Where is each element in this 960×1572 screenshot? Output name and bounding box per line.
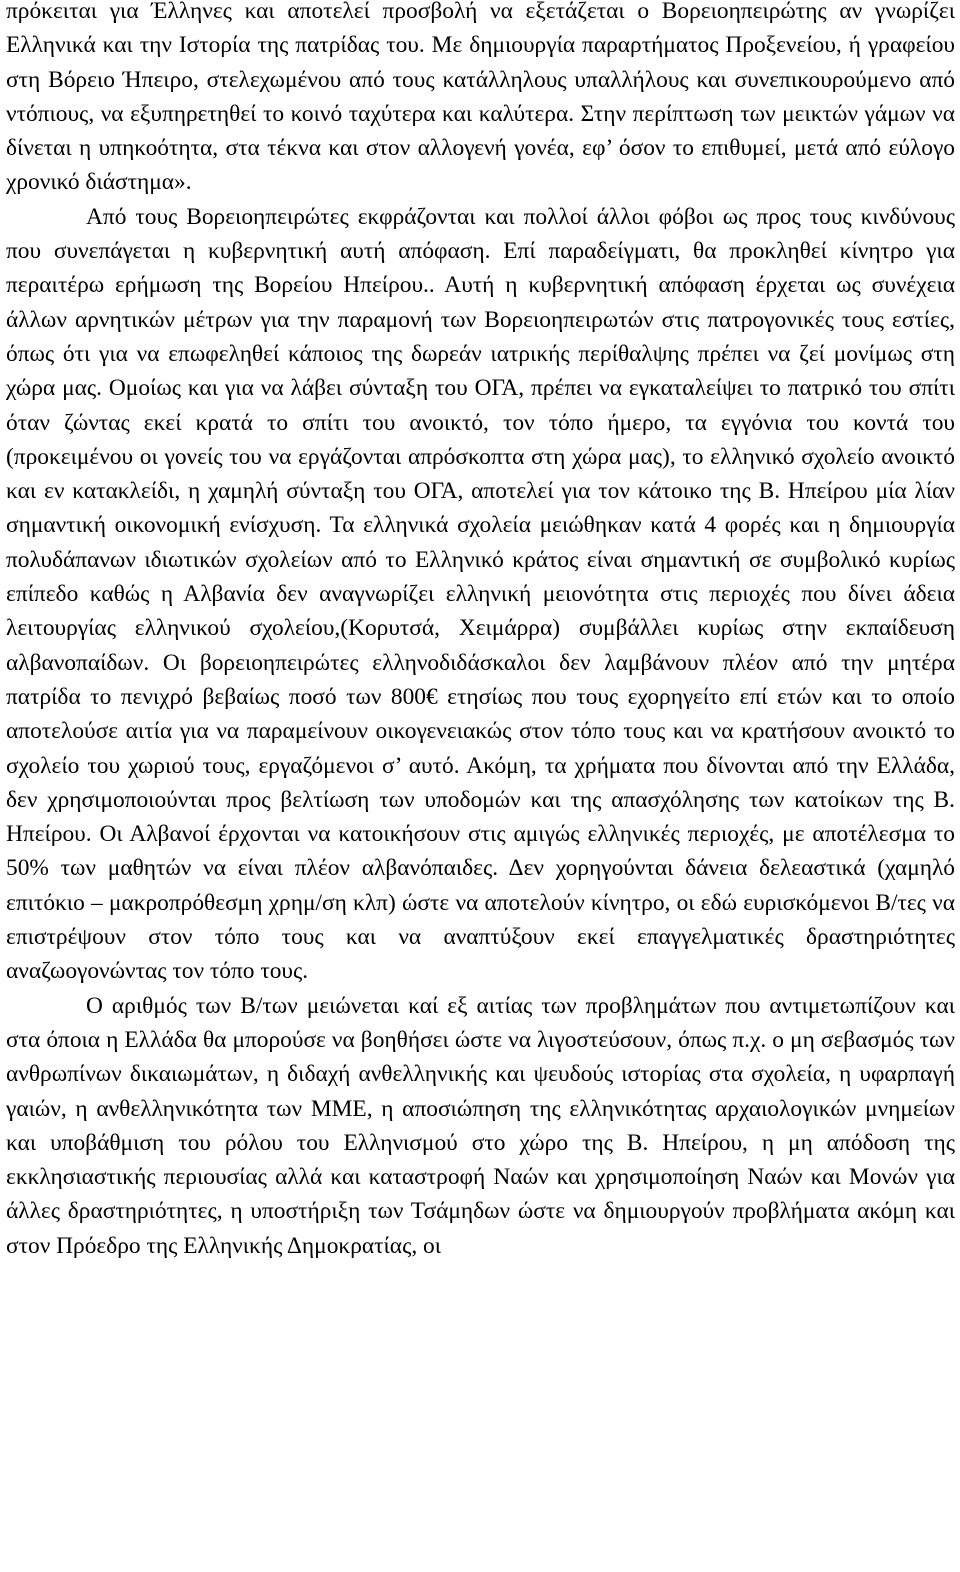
paragraph-3: Ο αριθμός των Β/των μειώνεται καί εξ αιτίας των προβλημάτων που αντιμετωπίζουν και στα όποια η Ελλάδα θα μπορούσε να βοηθήσει ώστε να λιγοστεύσουν, όπως π.χ. ο μη σεβασμός των ανθρωπίνων δικαιωμάτων, η διδαχή ανθελληνικής και ψευδούς ιστορίας στα σχολεία, η υφαρπαγή γαιών, η ανθελληνικότητα των ΜΜΕ, η αποσιώπηση της ελληνικότητας αρχαιολογικών μνημείων και υποβάθμιση του ρόλου του Ελληνισμού στο χώρο της Β. Ηπείρου, η μη απόδοση της εκκλησιαστικής περιουσίας αλλά και καταστροφή Ναών και χρησιμοποίηση Ναών και Μονών για άλλες δραστηριότητες, η υποστήριξη των Τσάμηδων ώστε να δημιουργούν προβλήματα ακόμη και στον Πρόεδρο της Ελληνικής Δημοκρατίας, οι (6, 992, 955, 1259)
paragraph-1: πρόκειται για Έλληνες και αποτελεί προσβολή να εξετάζεται ο Βορειοηπειρώτης αν γνωρίζει Ελληνικά και την Ιστορία της πατρίδας του. Με δημιουργία παραρτήματος Προξενείου, ή γραφείου στη Βόρειο Ήπειρο, στελεχωμένου από τους κατάλληλους υπαλλήλους και συνεπικουρούμενο από ντόπιους, να εξυπηρετηθεί το κοινό ταχύτερα και καλύτερα. Στην περίπτωση των μεικτών γάμων να δίνεται η υπηκοότητα, στα τέκνα και στον αλλογενή γονέα, εφ’ όσον το επιθυμεί, μετά από εύλογο χρονικό διάστημα». (6, 0, 955, 196)
paragraph-2: Από τους Βορειοηπειρώτες εκφράζονται και πολλοί άλλοι φόβοι ως προς τους κινδύνους που συνεπάγεται η κυβερνητική αυτή απόφαση. Επί παραδείγματι, θα προκληθεί κίνητρο για περαιτέρω ερήμωση της Βορείου Ηπείρου.. Αυτή η κυβερνητική απόφαση έρχεται ως συνέχεια άλλων αρνητικών μέτρων για την παραμονή των Βορειοηπειρωτών στις πατρογονικές τους εστίες, όπως ότι για να επωφεληθεί κάποιος της δωρεάν ιατρικής περίθαλψης πρέπει να ζεί μονίμως στη χώρα μας. Ομοίως και για να λάβει σύνταξη του ΟΓΑ, πρέπει να εγκαταλείψει το πατρικό του σπίτι όταν ζώντας εκεί κρατά το σπίτι του ανοικτό, τον τόπο ήμερο, τα εγγόνια του κοντά του (προκειμένου οι γονείς του να εργάζονται απρόσκοπτα στη χώρα μας), το ελληνικό σχολείο ανοικτό και εν κατακλείδι, η χαμηλή σύνταξη του ΟΓΑ, αποτελεί για τον κάτοικο της Β. Ηπείρου μία λίαν σημαντική οικονομική ενίσχυση. Τα ελληνικά σχολεία μειώθηκαν κατά 4 φορές και η δημιουργία πολυδάπανων ιδιωτικών σχολείων από το Ελληνικό κράτος είναι σημαντική σε συμβολικό κυρίως επίπεδο καθώς η Αλβανία δεν αναγνωρίζει ελληνική μειονότητα στις περιοχές που δίνει άδεια λειτουργίας ελληνικού σχολείου,(Κορυτσά, Χειμάρρα) συμβάλλει κυρίως στην εκπαίδευση αλβανοπαίδων. Οι βορειοηπειρώτες ελληνοδιδάσκαλοι δεν λαμβάνουν πλέον από την μητέρα πατρίδα το πενιχρό βεβαίως ποσό των 800€ ετησίως που τους εχορηγείτο επί ετών και το οποίο αποτελούσε αιτία για να παραμείνουν οικογενειακώς στον τόπο τους και να κρατήσουν ανοικτό το σχολείο του χωριού τους, εργαζόμενοι σ’ αυτό. Ακόμη, τα χρήματα που δίνονται από την Ελλάδα, δεν χρησιμοποιούνται προς βελτίωση των υποδομών και της απασχόλησης των κατοίκων της Β. Ηπείρου. Οι Αλβανοί έρχονται να κατοικήσουν στις αμιγώς ελληνικές περιοχές, με αποτέλεσμα το 50% των μαθητών να είναι πλέον αλβανόπαιδες. Δεν χορηγούνται δάνεια δελεαστικά (χαμηλό επιτόκιο – μακροπρόθεσμη χρημ/ση κλπ) ώστε να αποτελούν κίνητρο, οι εδώ ευρισκόμενοι Β/τες να επιστρέψουν στον τόπο τους και να αναπτύξουν εκεί επαγγελματικές δραστηριότητες αναζωογονώντας τον τόπο τους. (6, 203, 955, 985)
